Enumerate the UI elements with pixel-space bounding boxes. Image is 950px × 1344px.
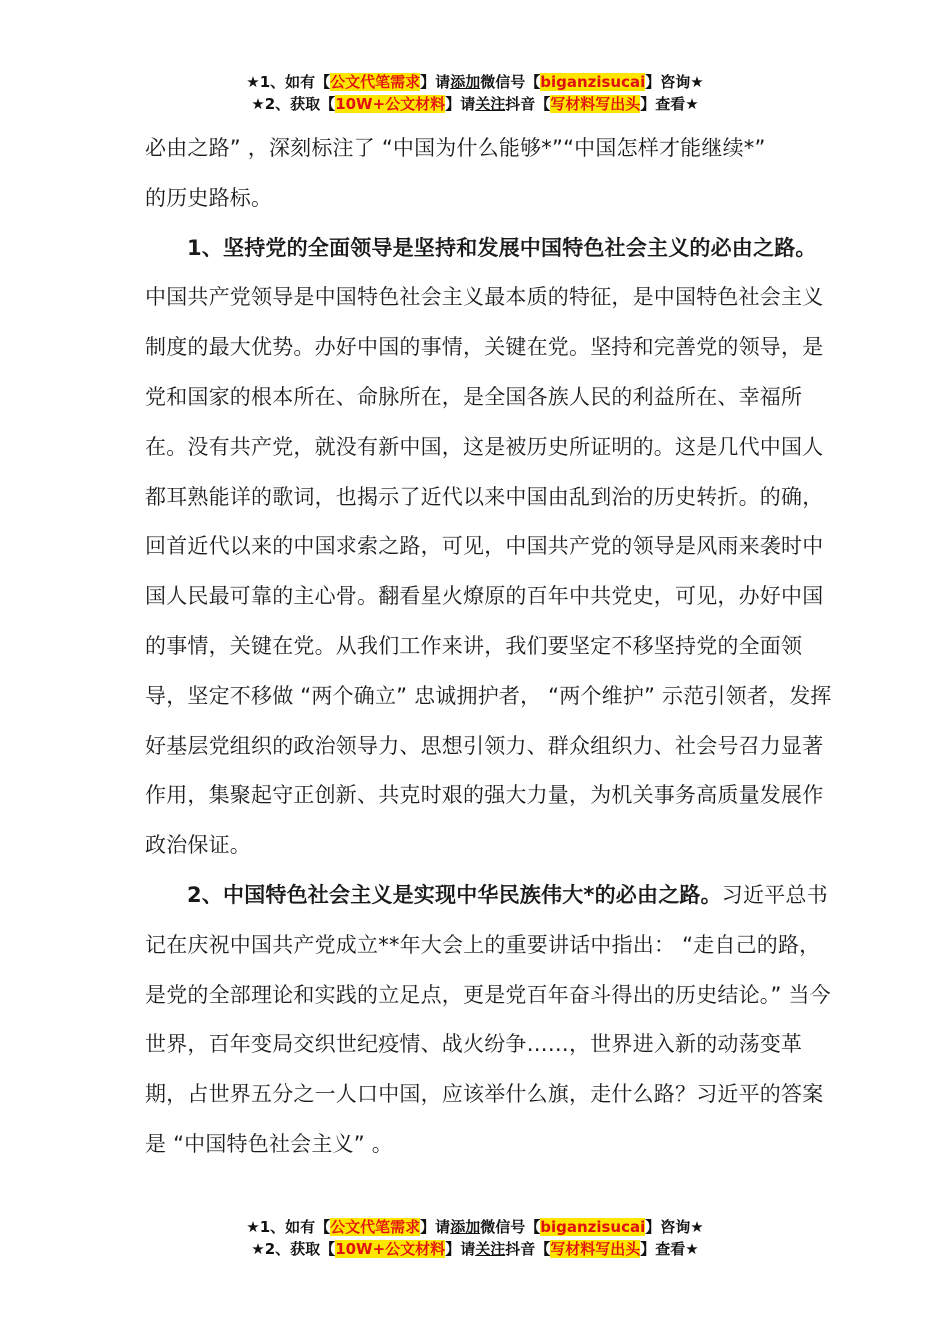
banner-highlight: 公文代笔需求 bbox=[330, 73, 421, 91]
banner-text: 抖音【 bbox=[505, 95, 551, 113]
banner-text: ★2、获取【 bbox=[251, 1240, 336, 1258]
section-1-body: 中国共产党领导是中国特色社会主义最本质的特征，是中国特色社会主义制度的最大优势。办好中国的事情，关键在党。坚持和完善党的领导，是党和国家的根本所在、命脉所在，是全国各族人民的利益所在、幸福所在。没有共产党，就没有新中国，这是被历史所证明的。这是几代中国人都耳熟能详的歌词，也揭示了近代以来中国由乱到治的历史转折。的确，回首近代以来的中国求索之路，可见，中国共产党的领导是风雨来袭时中国人民最可靠的主心骨。翻看星火燎原的百年中共党史，可见，办好中国的事情，关键在党。从我们工作来讲，我们要坚定不移坚持党的全面领导，坚定不移做 “两个确立” 忠诚拥护者， “两个维护” 示范引领者，发挥好基层党组织的政治领导力、思想引领力、群众组织力、社会号召力显著作用，集聚起守正创新、共克时艰的强大力量，为机关事务高质量发展作政治保证。 bbox=[145, 285, 832, 858]
banner-text: 微信号【 bbox=[480, 73, 541, 91]
section-2-heading: 2、中国特色社会主义是实现中华民族伟大*的必由之路。 bbox=[187, 882, 722, 907]
banner-text: ★2、获取【 bbox=[251, 95, 336, 113]
section-2-body: 习近平总书记在庆祝中国共产党成立**年大会上的重要讲话中指出： “走自己的路，是党的全部理论和实践的立足点，更是党百年奋斗得出的历史结论。” 当今世界，百年变局交织世纪疫情、战火纷争……，世界进入新的动荡变革期，占世界五分之一人口中国，应该举什么旗，走什么路？习近平的答案是 “中国特色社会主义” 。 bbox=[145, 882, 831, 1156]
banner-text: 】咨询★ bbox=[645, 1218, 704, 1236]
intro-line: 必由之路” ，深刻标注了 “中国为什么能够*”“中国怎样才能继续*” bbox=[145, 136, 766, 160]
header-banner bbox=[0, 71, 950, 115]
document-body bbox=[145, 124, 835, 1170]
intro-line: 的历史路标。 bbox=[145, 185, 273, 210]
banner-highlight: 10W+公文材料 bbox=[335, 1240, 446, 1258]
banner-highlight: 公文代笔需求 bbox=[330, 1218, 421, 1236]
section-1-paragraph bbox=[145, 224, 835, 871]
banner-text: 】请 bbox=[420, 73, 451, 91]
banner-underlined-text: 添加 bbox=[450, 73, 481, 91]
banner-underlined-text: 添加 bbox=[450, 1218, 481, 1236]
banner-text: 】请 bbox=[445, 95, 476, 113]
section-1-heading: 1、坚持党的全面领导是坚持和发展中国特色社会主义的必由之路。 bbox=[187, 235, 817, 260]
banner-highlight: 10W+公文材料 bbox=[335, 95, 446, 113]
banner-text: 】请 bbox=[420, 1218, 451, 1236]
banner-text: ★1、如有【 bbox=[246, 1218, 331, 1236]
header-banner-line-2 bbox=[0, 93, 950, 115]
banner-underlined-text: 关注 bbox=[475, 95, 506, 113]
banner-highlight: biganzisucai bbox=[540, 73, 646, 91]
header-banner-line-1 bbox=[0, 71, 950, 93]
banner-underlined-text: 关注 bbox=[475, 1240, 506, 1258]
banner-highlight: 写材料写出头 bbox=[550, 1240, 641, 1258]
footer-banner-line-2 bbox=[0, 1238, 950, 1260]
banner-text: ★1、如有【 bbox=[246, 73, 331, 91]
banner-text: 微信号【 bbox=[480, 1218, 541, 1236]
banner-text: 】查看★ bbox=[640, 1240, 699, 1258]
footer-banner-line-1 bbox=[0, 1216, 950, 1238]
footer-banner bbox=[0, 1216, 950, 1260]
banner-text: 】查看★ bbox=[640, 95, 699, 113]
banner-text: 抖音【 bbox=[505, 1240, 551, 1258]
banner-text: 】请 bbox=[445, 1240, 476, 1258]
banner-highlight: biganzisucai bbox=[540, 1218, 646, 1236]
banner-highlight: 写材料写出头 bbox=[550, 95, 641, 113]
banner-text: 】咨询★ bbox=[645, 73, 704, 91]
section-2-paragraph bbox=[145, 871, 835, 1170]
